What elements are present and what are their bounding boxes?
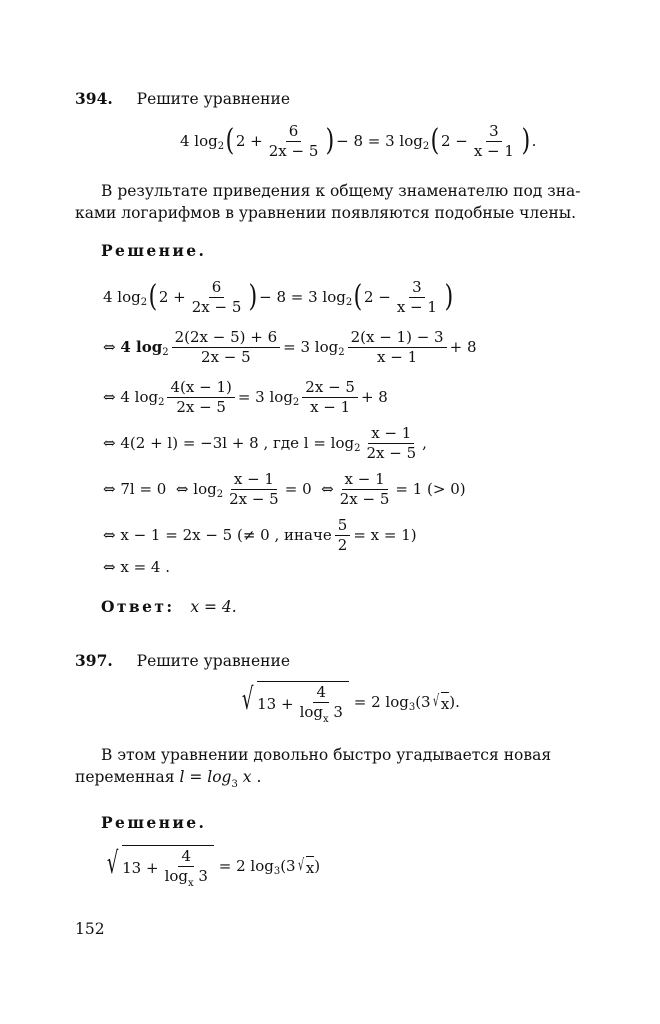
radicand: x: [441, 692, 449, 713]
problem-number: 394.: [75, 89, 113, 108]
eq-term: ,: [422, 434, 427, 452]
eq-term: = 1 (> 0): [395, 480, 466, 498]
numerator: 2(x − 1) − 3: [348, 329, 447, 348]
eq-term: 7l = 0: [120, 480, 167, 498]
radicand: [257, 681, 349, 723]
eq-term: .: [531, 132, 537, 150]
eq-term: log: [193, 480, 217, 498]
denominator: 2x − 5: [191, 297, 242, 316]
eq-term: 4 log: [120, 388, 159, 406]
eq-sub: 2: [292, 396, 300, 408]
eq-sub: 2: [217, 140, 225, 152]
eq-sub: 2: [162, 346, 169, 358]
problem-394-header: [75, 88, 290, 110]
square-root: [238, 681, 349, 723]
hint-397-line2: [75, 766, 261, 791]
eq-term: l = log: [179, 768, 232, 786]
eq-term: ): [314, 857, 321, 875]
eq-sub: 3: [231, 779, 238, 790]
solution-step-3: [103, 374, 388, 420]
eq-term: x .: [242, 768, 262, 786]
denominator: [297, 703, 346, 723]
numerator: x − 1: [368, 425, 414, 444]
numerator: 3: [409, 279, 425, 298]
solution-step-6: [103, 512, 417, 558]
eq-term: (3: [415, 693, 431, 711]
answer-value: x = 4.: [190, 598, 237, 616]
eq-sub: x: [188, 878, 194, 889]
eq-term: + 8: [449, 338, 477, 356]
eq-term: 4(2 + l) = −3l + 8 , где l = log: [120, 434, 355, 452]
problem-title: Решите уравнение: [136, 90, 291, 108]
hint-397-line1: В этом уравнении довольно быстро угадывается новая: [101, 746, 552, 764]
equivalence-arrow: ⇔: [103, 558, 116, 576]
eq-term: − 8 = 3 log: [259, 288, 346, 306]
eq-term: = x = 1): [353, 526, 417, 544]
eq-sub: 2: [422, 140, 430, 152]
hint-text: переменная: [75, 768, 175, 786]
solution-label: Решение.: [101, 241, 207, 260]
eq-sub: 2: [338, 346, 345, 358]
numerator: x − 1: [231, 471, 277, 490]
fraction: [172, 329, 281, 366]
numerator: 3: [486, 123, 502, 142]
eq-term: = 2 log: [218, 857, 274, 875]
fraction: [302, 379, 358, 416]
radical-sign: √: [241, 682, 254, 717]
eq-sub: 3: [273, 865, 281, 877]
eq-term: (3: [280, 857, 296, 875]
fraction: [162, 848, 211, 887]
denominator: [162, 867, 211, 887]
solution-step-7: [103, 556, 170, 578]
radical-sign: √: [432, 690, 439, 710]
numerator: 5: [335, 517, 351, 536]
paren: (: [148, 279, 158, 314]
fraction: [348, 329, 447, 366]
radicand: [122, 845, 214, 887]
radical-sign: √: [106, 846, 119, 881]
numerator: 2(2x − 5) + 6: [172, 329, 281, 348]
problem-397-header: [75, 650, 290, 672]
eq-sub: 2: [345, 296, 353, 308]
paren: ): [325, 123, 335, 158]
solution-step-5: [103, 466, 466, 512]
eq-term: + 8: [360, 388, 388, 406]
eq-term: 2 −: [440, 132, 468, 150]
eq-term: 3: [333, 703, 343, 721]
denominator: x − 1: [310, 397, 351, 416]
paren: (: [225, 123, 235, 158]
eq-term: = 2 log: [353, 693, 409, 711]
answer-label: Ответ:: [101, 597, 175, 616]
equivalence-arrow: ⇔: [103, 338, 116, 356]
solution-step-2: [103, 324, 477, 370]
eq-sub: 2: [216, 488, 224, 500]
eq-term: 4 log: [103, 288, 141, 306]
fraction: [167, 379, 234, 416]
eq-term: log: [164, 867, 188, 885]
eq-term: 2 +: [235, 132, 263, 150]
eq-term: log: [299, 703, 323, 721]
denominator: x − 1: [377, 347, 418, 366]
fraction: [471, 123, 517, 160]
eq-term: 13 +: [257, 694, 294, 713]
eq-term: ).: [449, 693, 460, 711]
paren: ): [521, 123, 531, 158]
numerator: 4: [313, 684, 329, 703]
eq-term: = 0: [284, 480, 312, 498]
denominator: 2x − 5: [229, 489, 279, 508]
eq-term: 3: [198, 867, 208, 885]
paren: ): [248, 279, 258, 314]
square-root: [431, 692, 450, 713]
eq-sub: x: [323, 714, 329, 725]
numerator: 4: [178, 848, 194, 867]
eq-term: 4 log: [120, 338, 163, 356]
equation-397: [238, 678, 460, 726]
radical-sign: √: [297, 854, 304, 874]
hint-394-line1: В результате приведения к общему знаменателю под зна-: [101, 182, 581, 200]
fraction: [189, 279, 245, 316]
solution-step-1: [103, 274, 455, 320]
solution-label: Решение.: [101, 813, 207, 832]
denominator: 2x − 5: [268, 141, 319, 160]
numerator: x − 1: [342, 471, 388, 490]
denominator: 2x − 5: [366, 443, 417, 462]
eq-term: = 3 log: [283, 338, 339, 356]
eq-term: x = 4 .: [120, 558, 171, 576]
numerator: 4(x − 1): [167, 379, 234, 398]
denominator: 2: [337, 535, 348, 554]
denominator: x − 1: [396, 297, 437, 316]
equivalence-arrow: ⇔: [321, 480, 334, 498]
paren: (: [430, 123, 440, 158]
eq-term: x − 1 = 2x − 5 (≠ 0 , иначе: [120, 526, 332, 544]
equivalence-arrow: ⇔: [103, 388, 116, 406]
hint-394-line2: ками логарифмов в уравнении появляются подобные члены.: [75, 204, 577, 222]
eq-sub: 3: [408, 701, 416, 713]
fraction: [394, 279, 440, 316]
eq-sub: 2: [354, 442, 361, 454]
equivalence-arrow: ⇔: [103, 526, 116, 544]
equation-394: [180, 118, 536, 164]
eq-sub: 2: [158, 396, 165, 408]
eq-term: 2 +: [158, 288, 186, 306]
equivalence-arrow: ⇔: [175, 480, 189, 498]
solution-step-4: [103, 420, 427, 466]
fraction: [337, 471, 393, 508]
solution-397-step-1: [103, 842, 320, 890]
fraction: [363, 425, 419, 462]
eq-sub: 2: [140, 296, 148, 308]
paren: ): [444, 279, 454, 314]
problem-title: Решите уравнение: [136, 652, 291, 670]
fraction: [226, 471, 282, 508]
denominator: x − 1: [473, 141, 514, 160]
denominator: 2x − 5: [339, 489, 390, 508]
fraction: [297, 684, 346, 723]
problem-number: 397.: [75, 651, 113, 670]
eq-term: 4 log: [180, 132, 218, 150]
equivalence-arrow: ⇔: [103, 480, 116, 498]
denominator: 2x − 5: [176, 397, 226, 416]
eq-term: = 3 log: [237, 388, 293, 406]
numerator: 6: [209, 279, 225, 298]
answer-394: [101, 596, 237, 618]
square-root: [103, 845, 214, 887]
eq-term: − 8 = 3 log: [336, 132, 423, 150]
numerator: 2x − 5: [302, 379, 358, 398]
eq-term: 2 −: [363, 288, 391, 306]
paren: (: [353, 279, 363, 314]
fraction: [335, 517, 351, 554]
page-number: 152: [75, 920, 105, 938]
radicand: x: [306, 856, 314, 877]
numerator: 6: [286, 123, 302, 142]
denominator: 2x − 5: [201, 347, 251, 366]
equivalence-arrow: ⇔: [103, 434, 116, 452]
square-root: [296, 856, 315, 877]
eq-term: 13 +: [122, 858, 159, 877]
fraction: [266, 123, 322, 160]
